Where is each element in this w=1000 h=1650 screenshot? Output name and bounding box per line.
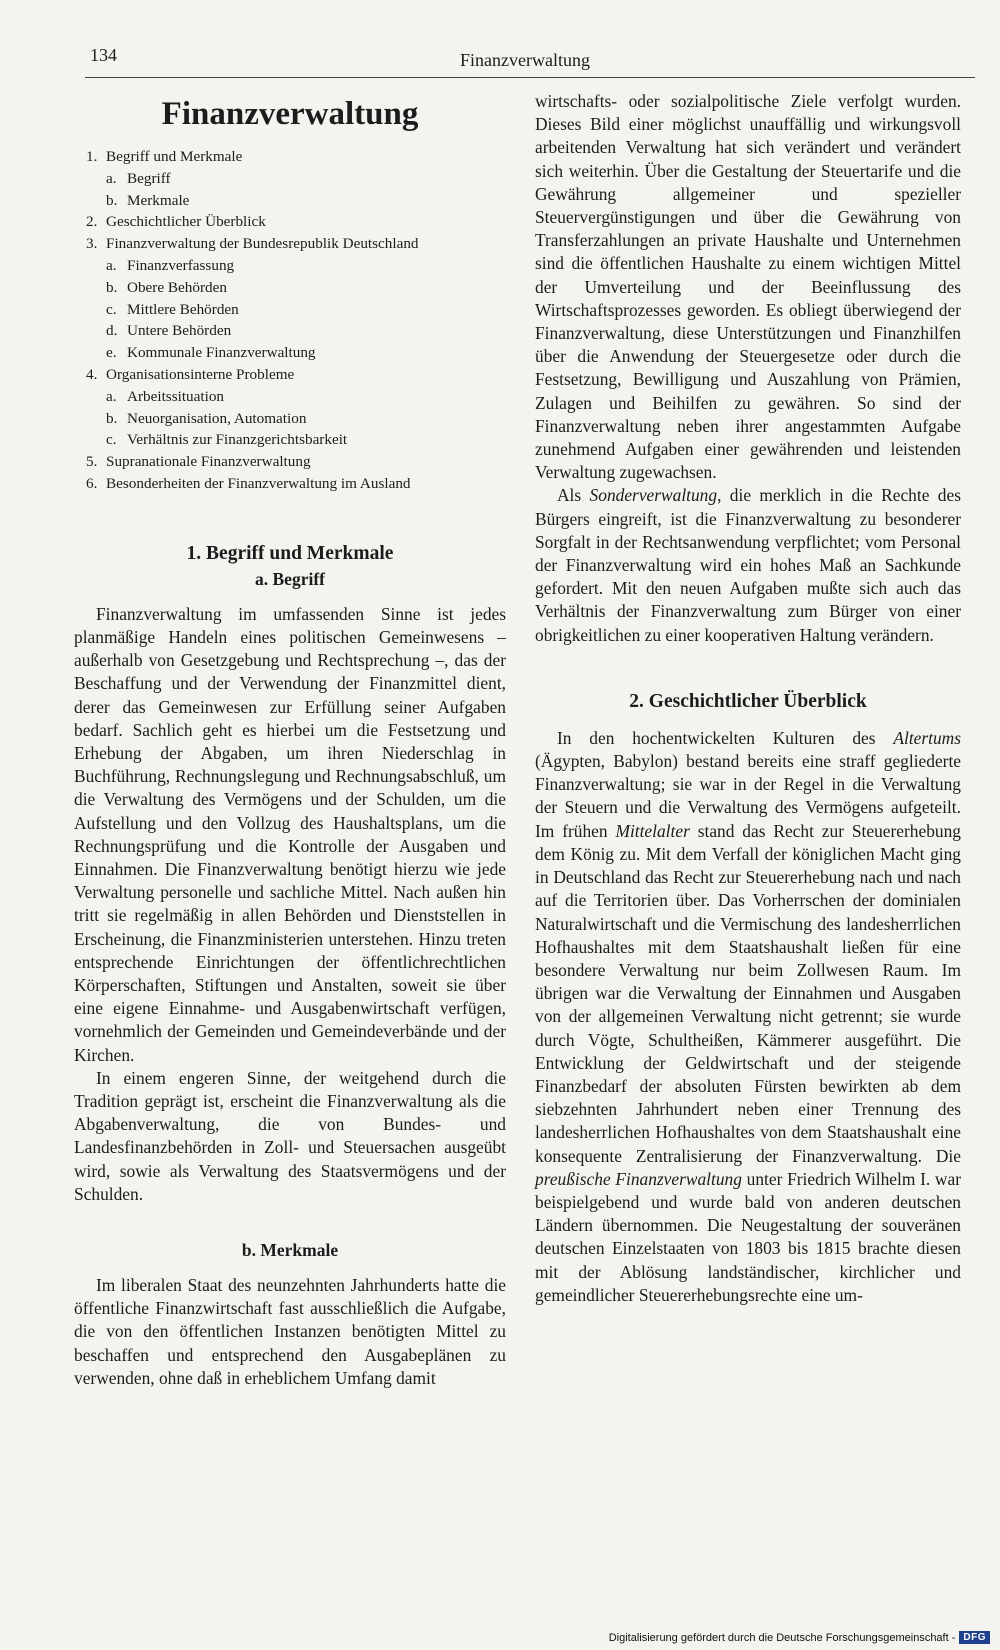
paragraph-1b-2: [535, 484, 961, 646]
section-2-heading: 2. Geschichtlicher Überblick: [629, 690, 867, 712]
toc-item-label: Merkmale: [127, 191, 190, 209]
s2-emphasis-2: Mittelalter: [615, 820, 690, 841]
page-number: 134: [90, 45, 117, 65]
toc-item-label: Begriff: [127, 169, 171, 187]
toc-item: [74, 277, 506, 299]
toc-item-number: b.: [106, 409, 118, 427]
toc-item-label: Begriff und Merkmale: [106, 148, 243, 165]
s2-text-4: unter Friedrich Wilhelm I. war beispielgebend und wurde bald von anderen deutschen Ländern übernommen. Die Neugestaltung der souveränen deutschen Einzelstaaten von 1803 bis 1815 brachte diesen mit der Ablösung landständischer, kirchlicher und gemeindlicher Steuererhebungsrechte eine um-: [535, 1168, 961, 1305]
toc-item-label: Obere Behörden: [127, 278, 227, 296]
right-column: [535, 90, 961, 1307]
left-column: [74, 90, 506, 1390]
s2-text-2: (Ägypten, Babylon) bestand bereits eine straff gegliederte Finanzverwaltung; sie war in der Regel in die Verwaltung der Steuern und die Verwaltung des Vermögens aufgeteilt. Im frühen: [535, 751, 961, 841]
toc-item-label: Untere Behörden: [127, 322, 232, 340]
toc-item: [74, 408, 506, 430]
toc-item-label: Kommunale Finanzverwaltung: [127, 344, 316, 362]
s2-text-3: stand das Recht zur Steuererhebung dem König zu. Mit dem Verfall der königlichen Macht ging in Deutschland das Recht zur Steuererhebung nach und nach auf die Territorien über. Das Vorherrschen der dominialen Naturalwirtschaft und die Vermischung des landesherrlichen Hofhaushaltes mit dem Staatshaushalt ließen für eine besondere Verwaltung nur beim Zollwesen Raum. Im übrigen war die Verwaltung der Einnahmen und Ausgaben von der allgemeinen Verwaltung nicht getrennt; sie wurde durch Vögte, Schultheißen, Kämmerer ausgeführt. Die Entwicklung der Geldwirtschaft und der steigende Finanzbedarf der absoluten Fürsten bewirkten ab dem siebzehnten Jahrhundert neben einer Trennung des landesherrlichen Hofhaushaltes von dem Staatshaushalt eine konsequente Zentralisierung der Finanzverwaltung. Die: [535, 820, 961, 1166]
toc-item: [74, 211, 506, 233]
toc-item: [74, 190, 506, 212]
toc-item-label: Neuorganisation, Automation: [127, 409, 307, 427]
s2-emphasis-1: Altertums: [893, 727, 961, 748]
paragraph-1a-2: In einem engeren Sinne, der weitgehend durch die Tradition geprägt ist, erscheint die Finanzverwaltung als die Abgabenverwaltung, die von Bundes- und Landesfinanzbehörden in Zoll- und Steuersachen ausgeübt wird, sowie als Verwaltung des Staatsvermögens und der Schulden.: [74, 1067, 506, 1204]
toc-item-number: 1.: [86, 148, 98, 165]
p2-text-1: Als: [557, 485, 590, 506]
toc-item: [74, 320, 506, 342]
toc-item-label: Verhältnis zur Finanzgerichtsbarkeit: [127, 431, 348, 449]
toc-item-label: Mittlere Behörden: [127, 300, 239, 318]
p2-text-2: , die merklich in die Rechte des Bürgers eingreift, ist die Finanzverwaltung zu besonderer Sorgfalt in der Rechtsanwendung verpflichtet; vom Personal der Finanzverwaltung wird ein hohes Maß an Sachkunde gefordert. Mit den neuen Aufgaben mußte sich auch das Verhältnis der Finanzverwaltung zum Bürger von einer obrigkeitlichen zu einer kooperativen Haltung verändern.: [535, 485, 961, 645]
toc-item-number: 5.: [86, 453, 98, 471]
toc-item: [74, 429, 506, 451]
toc-item-label: Besonderheiten der Finanzverwaltung im Ausland: [106, 474, 411, 492]
footer: [609, 1631, 990, 1644]
subsection-1a-heading: a. Begriff: [255, 568, 325, 589]
toc-item-number: 3.: [86, 235, 98, 253]
toc-item-label: Finanzverwaltung der Bundesrepublik Deutschland: [106, 235, 419, 253]
paragraph-1b-1-part: Im liberalen Staat des neunzehnten Jahrhunderts hatte die öffentliche Finanzwirtschaft fast ausschließlich die Aufgabe, die von den öffentlichen Instanzen benötigten Mittel zu beschaffen und entsprechend den Ausgabeplänen zu verwenden, ohne daß in erheblichem Umfang damit: [74, 1275, 506, 1388]
toc-item-label: Geschichtlicher Überblick: [106, 213, 266, 231]
running-title: Finanzverwaltung: [460, 50, 590, 70]
toc-item: [74, 386, 506, 408]
toc-item-number: a.: [106, 387, 117, 405]
section-1-heading: 1. Begriff und Merkmale: [186, 542, 394, 564]
toc-item-label: Supranationale Finanzverwaltung: [106, 453, 311, 471]
paragraph-2-1: [535, 727, 961, 1307]
footer-text: Digitalisierung gefördert durch die Deutsche Forschungsgemeinschaft -: [608, 1631, 956, 1644]
s2-emphasis-3: preußische Finanzverwaltung: [535, 1168, 742, 1189]
dfg-logo: DFG: [959, 1631, 990, 1644]
toc-item-number: 4.: [86, 365, 98, 383]
paragraph-1b-1-continued: wirtschafts- oder sozialpolitische Ziele verfolgt wurden. Dieses Bild einer möglichst unauffällig und wirkungsvoll arbeitenden Verwaltung hat sich verändert und verändert sich weiterhin. Über die Gestaltung der Steuertarife und die Gewährung allgemeiner und spezieller Steuervergünstigungen und über die Gewährung von Transferzahlungen an private Haushalte und Unternehmen sind die öffentlichen Haushalte zu einem wichtigen Mittel der Umverteilung und der Beeinflussung des Wirtschaftsprozesses geworden. Es obliegt überwiegend der Finanzverwaltung, diese Unterstützungen und Finanzhilfen über die Anwendung der Steuergesetze oder durch die Festsetzung, Bewilligung und Auszahlung von Prämien, Zulagen und Beihilfen zu gewähren. So sind der Finanzverwaltung neben ihrer angestammten Aufgabe zunehmend Aufgaben einer gewährenden und leistenden Verwaltung zugewachsen.: [535, 91, 961, 483]
paragraph-1a-1: Finanzverwaltung im umfassenden Sinne ist jedes planmäßige Handeln eines politischen Gemeinwesens – außerhalb von Gesetzgebung und Rechtsprechung –, das der Beschaffung und der Verwendung der Finanzmittel dient, derer das Gemeinwesen zur Erfüllung seiner Aufgaben bedarf. Sachlich geht es hierbei um die Festsetzung und Erhebung der Abgaben, um ihren Niederschlag in Buchführung, Rechnungslegung und Rechnungsabschluß, um die Verwaltung des Vermögens und der Schulden, um die Aufstellung und den Vollzug des Haushaltsplans, um die Rechnungsprüfung und die Kontrolle der Ausgaben und Einnahmen. Die Finanzverwaltung benötigt hierzu wie jede Verwaltung personelle und sachliche Mittel. Nach außen hin tritt sie regelmäßig in allen Behörden und Dienststellen in Erscheinung, die Finanzministerien unterstehen. Hinzu treten entsprechende Einrichtungen der öffentlichrechtlichen Körperschaften, Stiftungen und Anstalten, soweit sie über eine eigene Einnahme- und Ausgabenwirtschaft verfügen, vornehmlich der Gemeinden und Gemeindeverbände und der Kirchen.: [74, 603, 506, 1065]
toc-item: [74, 451, 506, 473]
toc-item-number: 2.: [86, 213, 98, 231]
toc-item: [74, 364, 506, 386]
table-of-contents: [74, 146, 506, 495]
toc-item: [74, 233, 506, 255]
toc-item-number: a.: [106, 256, 117, 274]
toc-item-number: 6.: [86, 474, 98, 492]
toc-item-number: a.: [106, 169, 117, 187]
toc-item: [74, 146, 506, 168]
toc-item: [74, 255, 506, 277]
toc-item-number: b.: [106, 278, 118, 296]
toc-item-number: c.: [106, 431, 117, 449]
toc-item-label: Finanzverfassung: [127, 256, 235, 274]
header-rule: [85, 77, 975, 78]
toc-item: [74, 473, 506, 495]
toc-item: [74, 299, 506, 321]
toc-item-number: e.: [106, 344, 117, 362]
p2-emphasis: Sonderverwaltung: [589, 485, 718, 506]
article-title: Finanzverwaltung: [161, 96, 419, 132]
toc-item: [74, 168, 506, 190]
toc-item: [74, 342, 506, 364]
s2-text-1: In den hochentwickelten Kulturen des: [557, 727, 894, 748]
toc-item-number: b.: [106, 191, 118, 209]
toc-item-label: Organisationsinterne Probleme: [106, 365, 295, 383]
subsection-1b-heading: b. Merkmale: [241, 1240, 339, 1261]
toc-item-label: Arbeitssituation: [127, 387, 225, 405]
toc-item-number: d.: [106, 322, 118, 340]
toc-item-number: c.: [106, 300, 117, 318]
